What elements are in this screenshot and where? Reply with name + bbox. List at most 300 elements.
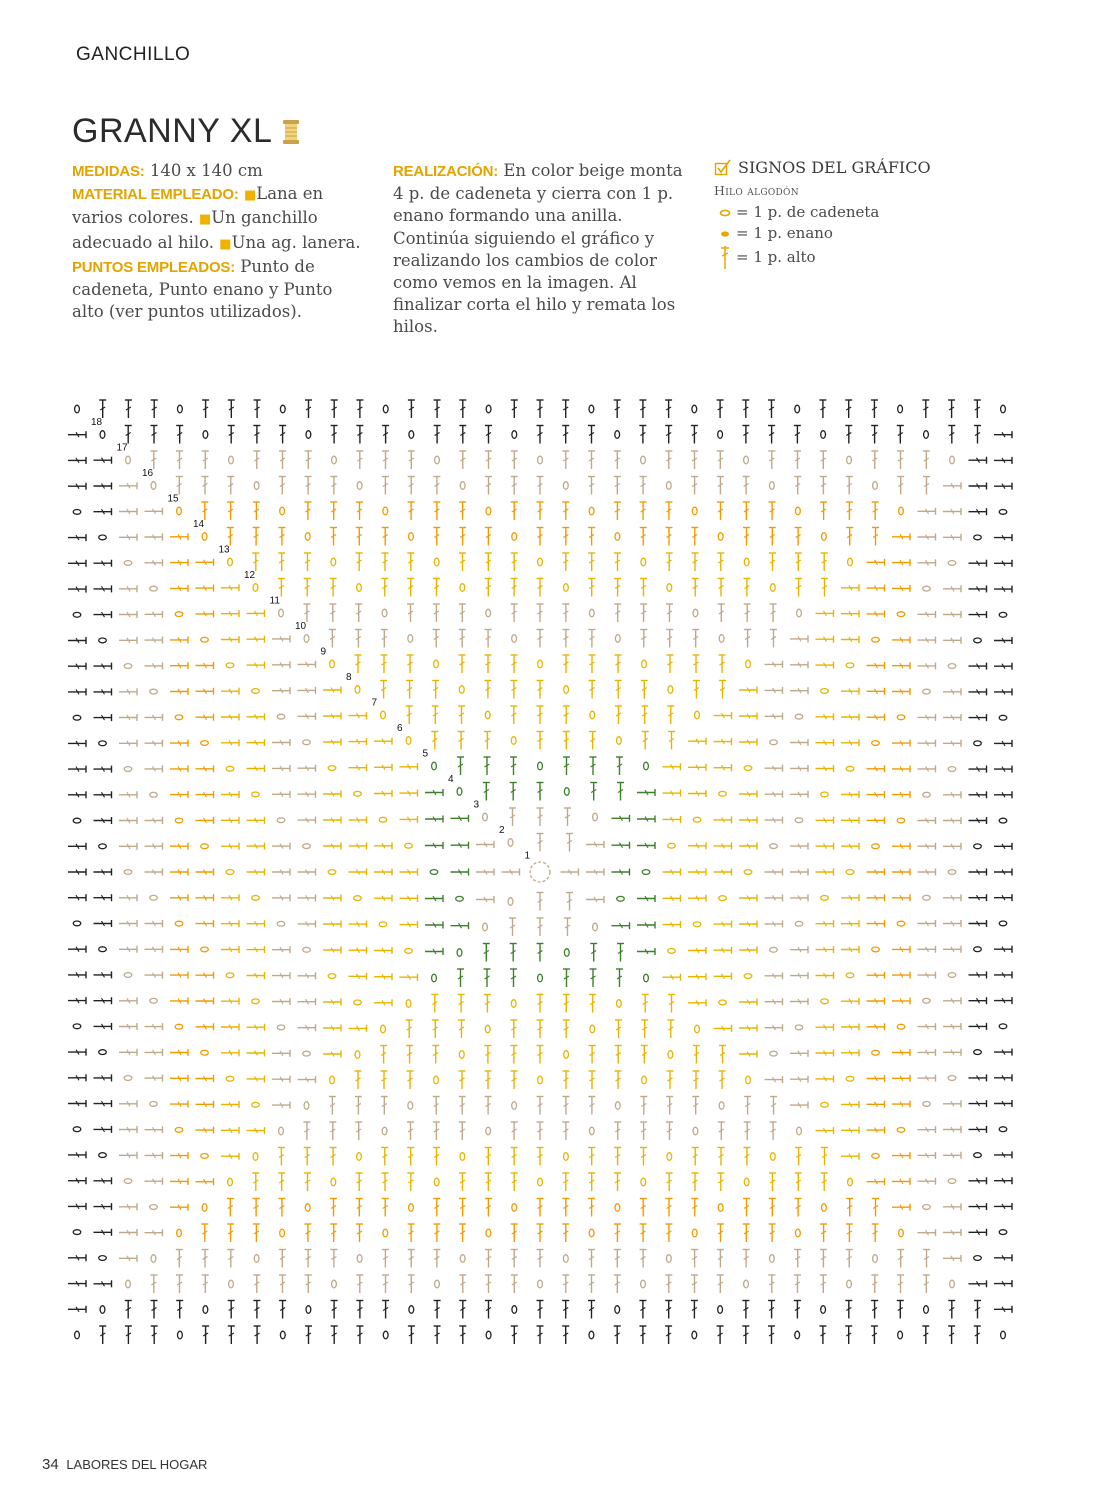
chart-chain-stitch (795, 1025, 803, 1030)
chart-double-stitch (298, 661, 316, 668)
chart-chain-stitch (590, 711, 595, 719)
chart-double-stitch (717, 451, 724, 469)
chart-chain-stitch (175, 921, 183, 926)
chart-chain-stitch (280, 1331, 285, 1339)
chart-chain-stitch (744, 766, 752, 771)
chart-double-stitch (770, 1097, 777, 1115)
chart-double-stitch (994, 637, 1012, 644)
chart-double-stitch (743, 502, 750, 520)
chart-double-stitch (918, 1152, 936, 1159)
chart-chain-stitch (328, 766, 336, 771)
chart-double-stitch (714, 764, 732, 771)
chart-chain-stitch (948, 1179, 956, 1184)
chart-double-stitch (170, 740, 188, 747)
chart-double-stitch (68, 791, 86, 798)
chart-double-stitch (331, 426, 338, 444)
chart-double-stitch (355, 1071, 362, 1089)
chart-double-stitch (145, 1152, 163, 1159)
chart-double-stitch (201, 502, 208, 520)
chart-double-stitch (145, 534, 163, 541)
chart-chain-stitch (564, 584, 569, 592)
chart-double-stitch (692, 579, 699, 597)
chart-chain-stitch (408, 1102, 413, 1110)
chart-double-stitch (537, 1148, 544, 1166)
chart-double-stitch (68, 869, 86, 876)
chart-double-stitch (665, 426, 672, 444)
chart-double-stitch (68, 766, 86, 773)
chart-double-stitch (68, 1100, 86, 1107)
chart-chain-stitch (486, 507, 491, 515)
chart-double-stitch (356, 1224, 363, 1242)
chart-chain-stitch (305, 533, 310, 541)
chart-double-stitch (451, 869, 469, 876)
chart-chain-stitch (999, 1127, 1007, 1132)
chart-double-stitch (663, 816, 681, 823)
chart-chain-stitch (405, 949, 413, 954)
chart-chain-stitch (795, 818, 803, 823)
chart-double-stitch (304, 1148, 311, 1166)
chart-double-stitch (693, 681, 700, 699)
chart-chain-stitch (974, 1050, 982, 1055)
crochet-chart (60, 392, 1020, 1352)
chart-double-stitch (994, 791, 1012, 798)
chart-double-stitch (170, 791, 188, 798)
chart-double-stitch (769, 553, 776, 571)
chart-double-stitch (145, 662, 163, 669)
chart-double-stitch (459, 1301, 466, 1319)
chart-double-stitch (943, 1049, 961, 1056)
chart-chain-stitch (538, 1178, 543, 1186)
chart-chain-stitch (846, 766, 854, 771)
chart-double-stitch (355, 604, 362, 622)
chart-chain-stitch (330, 1076, 335, 1084)
chart-double-stitch (305, 477, 312, 495)
chart-double-stitch (790, 869, 808, 876)
chart-chain-stitch (693, 817, 701, 822)
chart-chain-stitch (383, 507, 388, 515)
chart-double-stitch (994, 1074, 1012, 1081)
material-item: Lana en varios colores. (72, 184, 324, 228)
chart-double-stitch (943, 791, 961, 798)
chart-double-stitch (688, 895, 706, 902)
chart-double-stitch (867, 894, 885, 901)
chart-double-stitch (918, 946, 936, 953)
chart-double-stitch (119, 946, 137, 953)
chart-double-stitch (743, 1199, 750, 1217)
chart-double-stitch (614, 1326, 621, 1344)
chart-chain-stitch (202, 533, 207, 541)
chart-double-stitch (867, 869, 885, 876)
chart-double-stitch (563, 706, 570, 724)
chart-chain-stitch (226, 973, 234, 978)
chart-double-stitch (278, 1199, 285, 1217)
chart-double-stitch (94, 457, 112, 464)
chart-chain-stitch (923, 1205, 931, 1210)
chart-chain-stitch (383, 405, 388, 413)
chart-double-stitch (918, 1049, 936, 1056)
chart-chain-stitch (641, 1280, 646, 1288)
chart-double-stitch (253, 502, 260, 520)
chart-double-stitch (969, 869, 987, 876)
chart-double-stitch (841, 1101, 859, 1108)
chart-double-stitch (511, 400, 518, 418)
chart-double-stitch (356, 1326, 363, 1344)
chart-double-stitch (298, 920, 316, 927)
chart-double-stitch (994, 894, 1012, 901)
chart-chain-stitch (406, 1000, 411, 1008)
chart-double-stitch (537, 995, 544, 1013)
chart-double-stitch (943, 1229, 961, 1236)
chart-double-stitch (323, 791, 341, 798)
chart-double-stitch (845, 1301, 852, 1319)
round-label: 16 (142, 468, 154, 479)
chart-double-stitch (816, 843, 834, 850)
chart-double-stitch (688, 738, 706, 745)
chart-double-stitch (272, 998, 290, 1005)
chart-double-stitch (119, 1255, 137, 1262)
chart-double-stitch (666, 553, 673, 571)
chart-chain-stitch (252, 999, 260, 1004)
chart-double-stitch (688, 947, 706, 954)
chart-double-stitch (298, 713, 316, 720)
chart-double-stitch (119, 508, 137, 515)
chart-double-stitch (923, 1250, 930, 1268)
chart-chain-stitch (99, 741, 107, 746)
chart-double-stitch (279, 1250, 286, 1268)
chart-double-stitch (94, 997, 112, 1004)
chart-double-stitch (744, 1122, 751, 1140)
chart-double-stitch (562, 1326, 569, 1344)
chart-chain-stitch (821, 792, 829, 797)
chart-double-stitch (641, 681, 648, 699)
chart-double-stitch (537, 400, 544, 418)
chart-double-stitch (537, 1199, 544, 1217)
chart-double-stitch (588, 1301, 595, 1319)
chart-double-stitch (425, 895, 443, 902)
chart-double-stitch (176, 477, 183, 495)
chart-double-stitch (770, 630, 777, 648)
chart-double-stitch (252, 1173, 259, 1191)
chart-double-stitch (221, 636, 239, 643)
page-title (72, 112, 300, 151)
chart-double-stitch (820, 502, 827, 520)
chart-double-stitch (459, 655, 466, 673)
chart-chain-stitch (974, 638, 982, 643)
chart-double-stitch (841, 636, 859, 643)
chart-double-stitch (221, 843, 239, 850)
chart-double-stitch (639, 1326, 646, 1344)
chart-chain-stitch (406, 737, 411, 745)
chart-double-stitch (253, 1275, 260, 1293)
chart-double-stitch (841, 1153, 859, 1160)
chart-double-stitch (663, 921, 681, 928)
chart-double-stitch (68, 997, 86, 1004)
chart-double-stitch (272, 869, 290, 876)
chart-double-stitch (433, 579, 440, 597)
chart-chain-stitch (923, 1102, 931, 1107)
chart-double-stitch (68, 894, 86, 901)
chart-chain-stitch (948, 870, 956, 875)
chart-double-stitch (68, 663, 86, 670)
chart-double-stitch (254, 1326, 261, 1344)
chart-double-stitch (667, 1020, 674, 1038)
chart-double-stitch (68, 457, 86, 464)
chart-double-stitch (918, 611, 936, 618)
chart-chain-stitch (124, 767, 132, 772)
chart-double-stitch (820, 1275, 827, 1293)
chart-chain-stitch (73, 818, 81, 823)
chart-chain-stitch (73, 612, 81, 617)
chart-double-stitch (867, 1075, 885, 1082)
chart-chain-stitch (434, 558, 439, 566)
chart-double-stitch (221, 714, 239, 721)
chart-double-stitch (688, 764, 706, 771)
chart-double-stitch (841, 1049, 859, 1056)
chart-double-stitch (640, 528, 647, 546)
chart-double-stitch (330, 1148, 337, 1166)
chart-chain-stitch (383, 1229, 388, 1237)
chart-double-stitch (408, 451, 415, 469)
chart-double-stitch (485, 1097, 492, 1115)
publication-name: LABORES DEL HOGAR (66, 1457, 208, 1472)
chart-chain-stitch (564, 1153, 569, 1161)
chart-double-stitch (897, 1301, 904, 1319)
chart-double-stitch (433, 1250, 440, 1268)
chart-double-stitch (459, 502, 466, 520)
chart-double-stitch (511, 1122, 518, 1140)
chart-double-stitch (382, 1301, 389, 1319)
chart-double-stitch (356, 1199, 363, 1217)
chart-double-stitch (94, 1074, 112, 1081)
chart-double-stitch (433, 528, 440, 546)
chart-chain-stitch (226, 1076, 234, 1081)
chart-chain-stitch (252, 1102, 260, 1107)
chart-chain-stitch (508, 898, 513, 906)
chart-double-stitch (867, 920, 885, 927)
chart-double-stitch (867, 765, 885, 772)
chart-double-stitch (400, 790, 418, 797)
chart-chain-stitch (1001, 1331, 1006, 1339)
chart-chain-stitch (177, 507, 182, 515)
chart-double-stitch (196, 998, 214, 1005)
chart-double-stitch (433, 477, 440, 495)
chart-double-stitch (969, 1074, 987, 1081)
chart-double-stitch (918, 1229, 936, 1236)
chart-chain-stitch (564, 788, 569, 796)
chart-double-stitch (68, 431, 86, 438)
chart-double-stitch (272, 946, 290, 953)
chart-double-stitch (305, 1250, 312, 1268)
chart-double-stitch (918, 1075, 936, 1082)
chart-double-stitch (718, 579, 725, 597)
chart-double-stitch (323, 713, 341, 720)
chart-double-stitch (614, 1250, 621, 1268)
chart-chain-stitch (303, 1051, 311, 1056)
chart-double-stitch (330, 1224, 337, 1242)
chart-double-stitch (433, 630, 440, 648)
chart-chain-stitch (126, 1280, 131, 1288)
chart-double-stitch (151, 426, 158, 444)
chart-double-stitch (562, 502, 569, 520)
chart-double-stitch (254, 400, 261, 418)
chart-double-stitch (94, 483, 112, 490)
chart-double-stitch (871, 426, 878, 444)
chart-double-stitch (459, 1199, 466, 1217)
chart-double-stitch (433, 604, 440, 622)
chart-double-stitch (666, 1199, 673, 1217)
legend-label: = 1 p. de cadeneta (736, 203, 880, 221)
chart-chain-stitch (744, 1280, 749, 1288)
chart-double-stitch (943, 585, 961, 592)
chart-double-stitch (588, 1097, 595, 1115)
chart-double-stitch (329, 630, 336, 648)
chart-double-stitch (743, 579, 750, 597)
chart-double-stitch (718, 1122, 725, 1140)
chart-chain-stitch (512, 431, 517, 439)
chart-double-stitch (432, 1046, 439, 1064)
chart-chain-stitch (950, 456, 955, 464)
chart-chain-stitch (330, 660, 335, 668)
chart-double-stitch (769, 502, 776, 520)
chart-double-stitch (510, 757, 517, 775)
chart-chain-stitch (872, 1154, 880, 1159)
chart-double-stitch (247, 920, 265, 927)
chart-double-stitch (790, 998, 808, 1005)
chart-double-stitch (897, 477, 904, 495)
chart-chain-stitch (99, 1153, 107, 1158)
chart-double-stitch (502, 869, 520, 876)
chart-double-stitch (743, 1224, 750, 1242)
chart-double-stitch (305, 1275, 312, 1293)
chart-double-stitch (666, 1173, 673, 1191)
chart-double-stitch (253, 1224, 260, 1242)
chart-double-stitch (94, 1177, 112, 1184)
chart-chain-stitch (617, 737, 622, 745)
chart-double-stitch (247, 946, 265, 953)
chart-double-stitch (485, 1071, 492, 1089)
chart-double-stitch (897, 1275, 904, 1293)
chart-chain-stitch (847, 1280, 852, 1288)
chart-double-stitch (614, 1224, 621, 1242)
chart-double-stitch (537, 1097, 544, 1115)
chart-double-stitch (382, 426, 389, 444)
chart-double-stitch (943, 1255, 961, 1262)
chart-double-stitch (511, 477, 518, 495)
chart-double-stitch (349, 764, 367, 771)
chart-double-stitch (641, 1020, 648, 1038)
chart-double-stitch (170, 1101, 188, 1108)
chart-double-stitch (425, 842, 443, 849)
chart-chain-stitch (744, 974, 752, 979)
chart-double-stitch (457, 969, 464, 987)
chart-chain-stitch (73, 921, 81, 926)
chart-double-stitch (298, 998, 316, 1005)
chart-double-stitch (459, 528, 466, 546)
chart-chain-stitch (434, 1076, 439, 1084)
chart-double-stitch (485, 477, 492, 495)
chart-double-stitch (247, 1024, 265, 1031)
chart-double-stitch (841, 817, 859, 824)
chart-chain-stitch (564, 949, 569, 957)
chart-double-stitch (590, 944, 597, 962)
chart-chain-stitch (873, 1255, 878, 1263)
chart-double-stitch (918, 920, 936, 927)
chart-double-stitch (663, 974, 681, 981)
chart-chain-stitch (460, 1255, 465, 1263)
chart-chain-stitch (279, 1127, 284, 1135)
chart-double-stitch (400, 816, 418, 823)
chart-chain-stitch (899, 507, 904, 515)
chart-double-stitch (459, 1122, 466, 1140)
chart-double-stitch (588, 1199, 595, 1217)
chart-chain-stitch (897, 818, 905, 823)
legend-header (714, 158, 1014, 177)
chart-double-stitch (356, 1173, 363, 1191)
chart-double-stitch (94, 766, 112, 773)
chart-double-stitch (374, 764, 392, 771)
chart-double-stitch (640, 1097, 647, 1115)
chart-double-stitch (665, 1326, 672, 1344)
round-label: 6 (397, 723, 403, 734)
chart-double-stitch (739, 791, 757, 798)
puntos-text: Punto enano (158, 280, 264, 300)
chart-double-stitch (821, 553, 828, 571)
chart-double-stitch (969, 1126, 987, 1133)
chart-chain-stitch (795, 1331, 800, 1339)
chart-double-stitch (918, 714, 936, 721)
chart-double-stitch (790, 946, 808, 953)
chart-double-stitch (68, 483, 86, 490)
chart-double-stitch (739, 713, 757, 720)
chart-chain-stitch (846, 663, 854, 668)
chart-double-stitch (381, 655, 388, 673)
chart-double-stitch (795, 553, 802, 571)
chart-double-stitch (663, 895, 681, 902)
chart-chain-stitch (846, 973, 854, 978)
chart-double-stitch (691, 1250, 698, 1268)
chart-double-stitch (841, 1127, 859, 1134)
chart-double-stitch (408, 502, 415, 520)
chart-double-stitch (769, 1224, 776, 1242)
chart-double-stitch (614, 451, 621, 469)
chart-double-stitch (816, 610, 834, 617)
chart-double-stitch (119, 791, 137, 798)
chart-chain-stitch (432, 762, 437, 770)
chart-chain-stitch (692, 405, 697, 413)
chart-chain-stitch (897, 1024, 905, 1029)
chart-double-stitch (382, 477, 389, 495)
chart-chain-stitch (719, 1000, 727, 1005)
chart-chain-stitch (693, 1127, 698, 1135)
chart-double-stitch (94, 1203, 112, 1210)
chart-double-stitch (640, 604, 647, 622)
chart-chain-stitch (589, 1229, 594, 1237)
realizacion-label: REALIZACIÓN: (393, 163, 499, 180)
chart-chain-stitch (511, 737, 516, 745)
chart-chain-stitch (435, 456, 440, 464)
chart-double-stitch (765, 817, 783, 824)
round-label: 14 (193, 519, 205, 530)
chart-double-stitch (119, 1229, 137, 1236)
chart-double-stitch (221, 946, 239, 953)
chart-double-stitch (196, 662, 214, 669)
chart-double-stitch (561, 869, 579, 876)
chart-double-stitch (892, 1152, 910, 1159)
chart-double-stitch (374, 790, 392, 797)
chart-double-stitch (969, 585, 987, 592)
chart-chain-stitch (430, 870, 438, 875)
chart-double-stitch (639, 1301, 646, 1319)
